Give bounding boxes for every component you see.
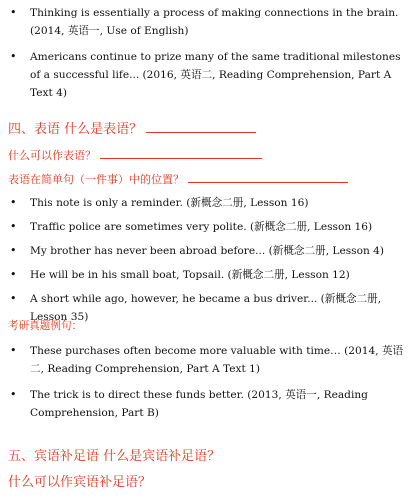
section4-question-1-text: 什么可以作表语？ (8, 149, 96, 162)
section4-heading-text: 四、表语 什么是表语？ (8, 122, 143, 137)
answer-blank (146, 120, 256, 133)
section5-heading: 五、宾语补足语 什么是宾语补足语？ (8, 449, 221, 464)
section4-question-1 (8, 146, 262, 164)
list-item: • Thinking is essentially a process of making connections in the brain.(2014, 英语一, Use of English) (0, 4, 410, 40)
list-item: • A short while ago, however, he became a bus driver... (新概念二册, Lesson 35) (0, 290, 410, 326)
exam-example-list (0, 342, 410, 430)
section5-question-1: 什么可以作宾语补足语？ (8, 475, 152, 490)
list-item: • These purchases often become more valuable with time… (2014, 英语二, Reading Comprehension, Part A Text 1) (0, 342, 410, 378)
answer-blank (100, 146, 262, 159)
list-item: • This note is only a reminder. (新概念二册, Lesson 16) (0, 194, 410, 212)
top-example-list (0, 0, 410, 102)
section4-question-2 (8, 170, 348, 188)
list-item: • My brother has never been abroad before... (新概念二册, Lesson 4) (0, 242, 410, 260)
exam-examples-heading: 考研真题例句： (8, 320, 83, 332)
list-item: • The trick is to direct these funds better. (2013, 英语一, Reading Comprehension, Part B) (0, 386, 410, 422)
list-item: • Americans continue to prize many of the same traditional milestones of a successful life... (2016, 英语二, Reading Comprehension, Part A Text 4) (0, 48, 410, 102)
section4-example-list (0, 194, 410, 332)
section4-heading (8, 120, 256, 139)
section4-question-2-text: 表语在简单句（一件事）中的位置？ (8, 173, 184, 186)
list-item: • He will be in his small boat, Topsail. (新概念二册, Lesson 12) (0, 266, 410, 284)
list-item: • Traffic police are sometimes very polite. (新概念二册, Lesson 16) (0, 218, 410, 236)
answer-blank (188, 170, 348, 183)
